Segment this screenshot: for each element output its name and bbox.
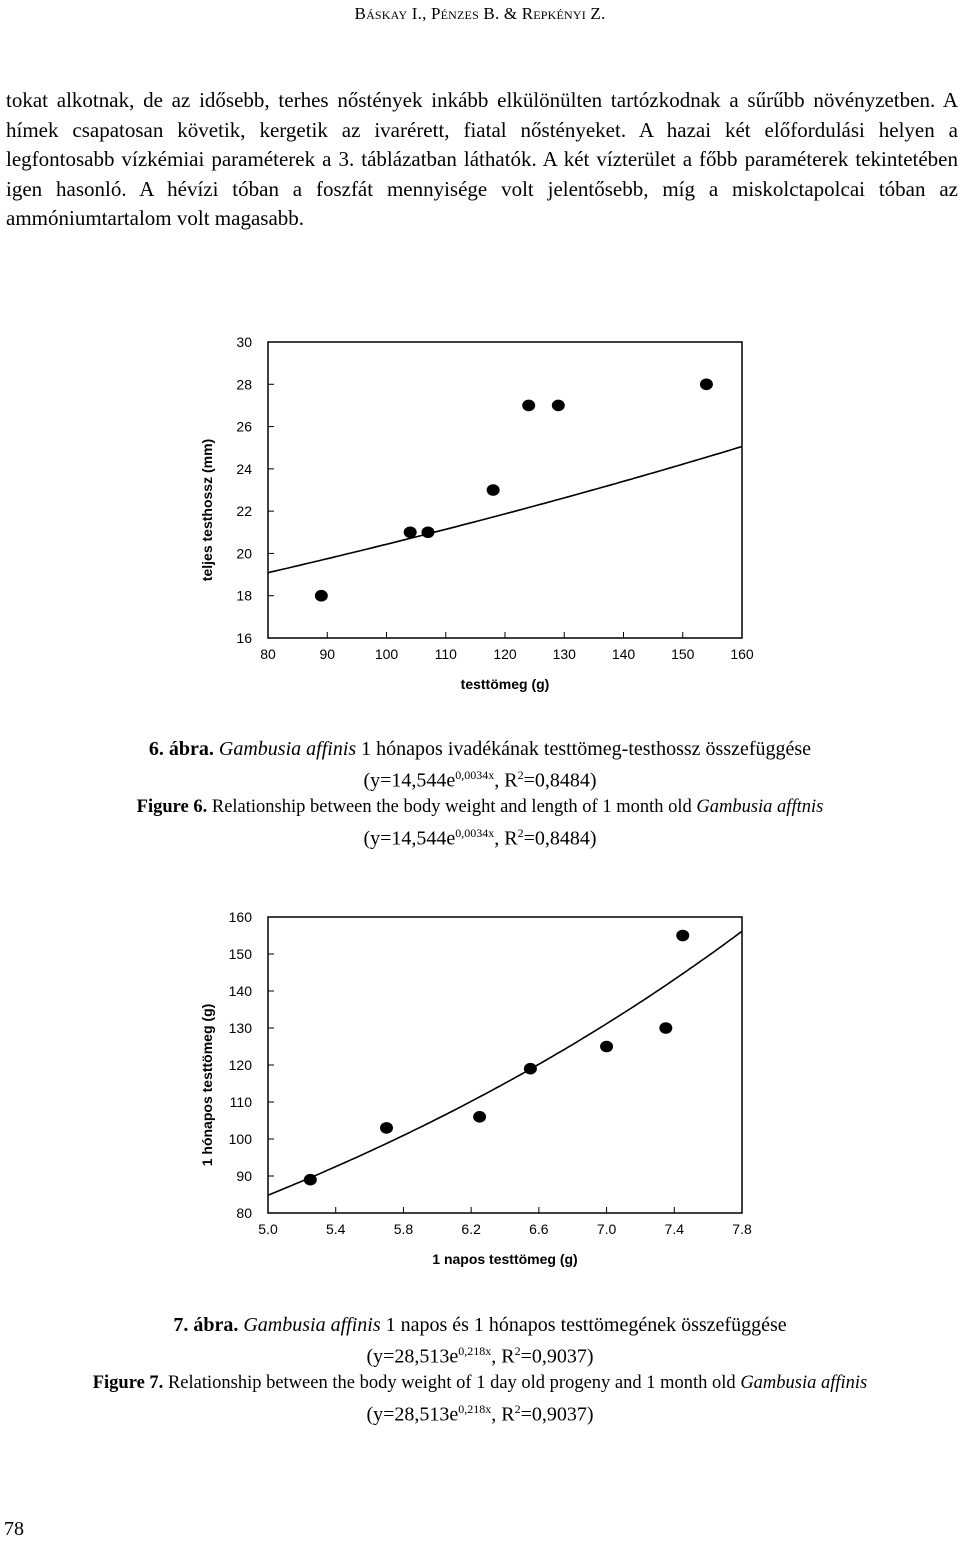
data-point <box>522 400 535 412</box>
figure-6-species-hu: Gambusia affinis <box>218 738 357 760</box>
data-point <box>404 526 417 538</box>
y-tick-label: 90 <box>236 1168 252 1184</box>
eq-part: (y=28,513e <box>366 1345 459 1368</box>
figure-6-text-en: Relationship between the body weight and length of 1 month old <box>207 796 697 817</box>
figure-7-species-hu: Gambusia affinis <box>243 1314 381 1336</box>
y-tick-label: 28 <box>236 376 252 393</box>
eq-part: =0,8484) <box>523 827 597 850</box>
eq-exponent: 0,0034x <box>455 768 495 782</box>
eq-r2-sup: 2 <box>517 825 524 840</box>
plot-frame <box>268 342 742 638</box>
x-tick-label: 5.4 <box>325 1221 346 1237</box>
paragraph-text: tokat alkotnak, de az idősebb, terhes nőstények inkább elkülönülten tartózkodnak a sűrűbb növényzetben. A hímek csapatosan követik, kergetik az ivarérett, fiatal nőstényeket. A hazai két előfordulási helyen a legfontosabb vízkémiai paraméterek a 3. táblázatban láthatók. A két vízterület a főbb paraméterek tekintetében igen hasonló. A hévízi tóban a foszfát mennyisége volt jelentősebb, míg a miskolctapolcai tóban az ammóniumtartalom volt magasabb. <box>6 88 958 230</box>
data-point <box>676 930 689 942</box>
x-tick-label: 7.8 <box>732 1221 752 1237</box>
y-tick-label: 140 <box>228 983 252 999</box>
data-point <box>600 1041 613 1053</box>
data-point <box>487 484 500 496</box>
data-point <box>473 1111 486 1123</box>
data-point <box>304 1174 317 1186</box>
plot-frame <box>268 917 742 1213</box>
figure-6-svg <box>0 330 960 700</box>
figure-7-svg <box>0 905 960 1275</box>
y-tick-label: 150 <box>228 946 252 962</box>
figure-7-caption <box>0 1312 960 1427</box>
figure-6-caption <box>0 736 960 851</box>
eq-part: =0,9037) <box>520 1345 594 1368</box>
x-tick-label: 6.2 <box>461 1221 481 1237</box>
x-tick-label: 150 <box>671 646 695 662</box>
figure-7-caption-hu <box>0 1312 960 1338</box>
y-tick-label: 16 <box>236 630 252 646</box>
y-tick-label: 22 <box>236 503 252 520</box>
figure-6-label-hu: 6. ábra. <box>148 738 214 760</box>
y-tick-label: 120 <box>228 1057 252 1073</box>
eq-part: (y=28,513e <box>366 1403 459 1426</box>
x-tick-label: 160 <box>730 646 754 662</box>
y-tick-label: 18 <box>236 587 252 604</box>
x-tick-label: 120 <box>493 646 517 662</box>
eq-part: , R <box>494 769 518 792</box>
data-point <box>552 400 565 412</box>
x-tick-label: 110 <box>434 646 457 662</box>
y-tick-label: 20 <box>236 545 252 562</box>
eq-r2-sup: 2 <box>517 768 524 782</box>
y-axis-label: teljes testhossz (mm) <box>199 438 215 582</box>
eq-part: , R <box>491 1403 515 1426</box>
figure-6-text-hu: 1 hónapos ivadékának testtömeg-testhossz összefüggése <box>356 738 812 760</box>
data-point <box>659 1022 672 1034</box>
x-tick-label: 6.6 <box>529 1221 549 1237</box>
figure-7-chart <box>0 905 960 1275</box>
fit-curve <box>268 447 742 573</box>
figure-7-equation-en <box>0 1396 960 1428</box>
figure-6-equation-hu <box>0 762 960 794</box>
figure-6-caption-hu <box>0 736 960 762</box>
x-tick-label: 100 <box>374 646 399 662</box>
data-point <box>524 1063 537 1075</box>
eq-part: =0,8484) <box>523 769 597 792</box>
data-point <box>700 378 713 390</box>
figure-6-caption-en <box>0 794 960 820</box>
figure-6-label-en: Figure 6. <box>136 796 208 817</box>
figure-6-species-en: Gambusia afftnis <box>696 796 824 817</box>
eq-part: =0,9037) <box>520 1403 594 1426</box>
eq-exponent: 0,218x <box>458 1401 492 1416</box>
eq-part: , R <box>494 827 518 850</box>
figure-6-chart <box>0 330 960 700</box>
data-point <box>380 1122 393 1134</box>
figure-7-text-en: Relationship between the body weight of 1 day old progeny and 1 month old <box>163 1372 741 1393</box>
eq-exponent: 0,218x <box>458 1344 492 1358</box>
running-header: Báskay I., Pénzes B. & Repkényi Z. <box>354 4 606 23</box>
x-tick-label: 5.8 <box>393 1221 414 1237</box>
x-axis-label: testtömeg (g) <box>460 676 550 692</box>
eq-part: (y=14,544e <box>363 827 456 850</box>
data-point <box>421 526 434 538</box>
y-tick-label: 110 <box>229 1094 252 1110</box>
eq-r2-sup: 2 <box>514 1344 521 1358</box>
x-tick-label: 7.4 <box>664 1221 685 1237</box>
x-axis-label: 1 napos testtömeg (g) <box>432 1251 578 1267</box>
figure-7-label-hu: 7. ábra. <box>173 1314 239 1336</box>
x-tick-label: 80 <box>260 646 276 662</box>
page-number: 78 <box>4 1518 24 1540</box>
y-tick-label: 80 <box>236 1205 252 1221</box>
y-tick-label: 160 <box>228 909 252 925</box>
fit-curve <box>268 931 742 1195</box>
eq-r2-sup: 2 <box>514 1401 521 1416</box>
y-tick-label: 100 <box>228 1131 252 1147</box>
y-tick-label: 130 <box>228 1020 252 1036</box>
eq-part: , R <box>491 1345 515 1368</box>
body-paragraph <box>6 86 958 234</box>
y-tick-label: 26 <box>236 418 252 435</box>
x-tick-label: 140 <box>611 646 636 662</box>
x-tick-label: 130 <box>552 646 576 662</box>
figure-7-species-en: Gambusia affinis <box>740 1372 868 1393</box>
y-tick-label: 30 <box>236 334 252 350</box>
figure-7-equation-hu <box>0 1338 960 1370</box>
figure-6-equation-en <box>0 820 960 852</box>
eq-part: (y=14,544e <box>363 769 456 792</box>
y-axis-label: 1 hónapos testtömeg (g) <box>199 1003 215 1167</box>
data-point <box>315 590 328 602</box>
figure-7-label-en: Figure 7. <box>92 1372 164 1393</box>
figure-7-caption-en <box>0 1370 960 1396</box>
x-tick-label: 5.0 <box>258 1221 278 1237</box>
y-tick-label: 24 <box>236 460 252 477</box>
figure-7-text-hu: 1 napos és 1 hónapos testtömegének összefüggése <box>380 1314 787 1336</box>
x-tick-label: 90 <box>319 646 336 662</box>
x-tick-label: 7.0 <box>596 1221 617 1237</box>
eq-exponent: 0,0034x <box>455 825 495 840</box>
